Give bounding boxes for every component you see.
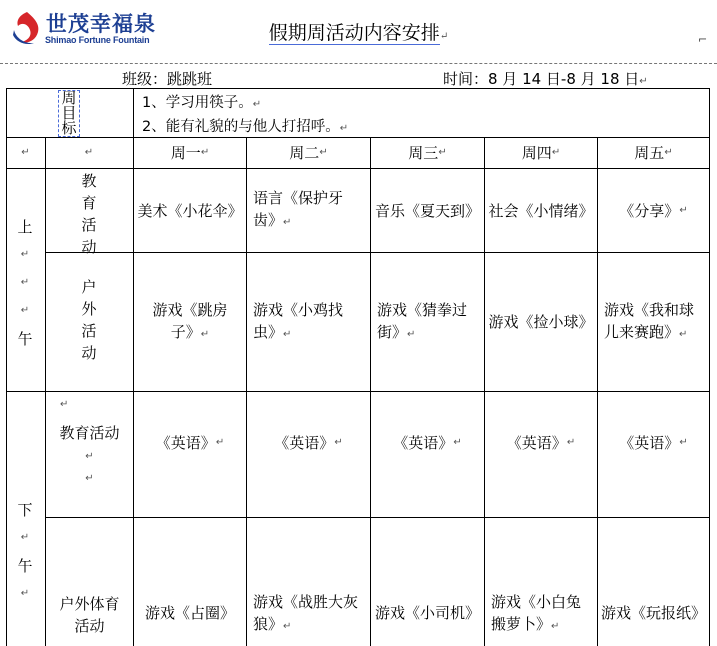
morning-outdoor-mon: 游戏《跳房 子》↵ — [152, 300, 228, 341]
goal-item: 2、能有礼貌的与他人打招呼。↵ — [142, 119, 349, 135]
header-empty-cell: ↵ — [21, 146, 30, 158]
morning-education-thu: 社会《小情绪》 — [488, 201, 594, 220]
afternoon-outdoor-tue: 游戏《战胜大灰 狼》↵ — [253, 592, 359, 633]
time-info: 时间：8 月 14 日-8 月 18 日↵ — [443, 70, 648, 88]
class-info — [122, 68, 212, 89]
afternoon-education-wed: 《英语》 ↵ — [393, 433, 462, 452]
afternoon-education-tue: 《英语》 ↵ — [274, 433, 343, 452]
morning-outdoor-wed: 游戏《猜拳过 街》↵ — [377, 300, 468, 341]
afternoon-label: 下 ↵ 午 ↵ — [17, 501, 33, 599]
goal-item: 1、学习用筷子。↵ — [142, 95, 262, 111]
afternoon-education-mon: 《英语》 ↵ — [155, 433, 225, 452]
morning-outdoor-tue: 游戏《小鸡找 虫》↵ — [253, 300, 344, 341]
morning-outdoor-fri: 游戏《我和球 儿来赛跑》↵ — [604, 300, 695, 341]
layout-marker-icon: ⌐ — [698, 33, 708, 46]
table-line — [45, 517, 710, 518]
morning-education-mon: 美术《小花伞》 — [137, 201, 243, 220]
weekly-goal-label: 周 目 标 — [58, 90, 80, 137]
class-label: 班级： — [122, 70, 168, 88]
afternoon-outdoor-thu: 游戏《小白兔 搬萝卜》↵ — [491, 592, 582, 633]
page-title: 假期周活动内容安排↵ — [268, 22, 449, 44]
logo-chinese-text: 世茂幸福泉 — [46, 12, 156, 36]
table-line — [45, 137, 46, 646]
weekly-goals — [142, 92, 348, 140]
afternoon-outdoor-wed: 游戏《小司机》 — [374, 604, 480, 622]
logo-english-text: Shimao Fortune Fountain — [45, 35, 150, 45]
afternoon-outdoor-mon: 游戏《占圈》 — [144, 604, 235, 622]
morning-outdoor-thu: 游戏《捡小球》 — [488, 313, 594, 331]
morning-education-tue: 语言《保护牙 齿》↵ — [253, 189, 344, 229]
day-header-fri: 周五 ↵ — [634, 143, 673, 162]
morning-outdoor-label: 户 外 活 动 — [81, 278, 97, 362]
day-header-tue: 周二 ↵ — [289, 143, 328, 162]
class-name: 跳跳班 — [167, 70, 213, 88]
table-border-top — [6, 88, 710, 89]
morning-education-label: 教 育 活 动 — [81, 172, 97, 256]
afternoon-education-thu: 《英语》 ↵ — [506, 433, 576, 452]
morning-education-wed: 音乐《夏天到》 — [374, 201, 480, 220]
table-border-left — [6, 88, 7, 646]
table-border-right — [709, 88, 710, 646]
afternoon-education-label: ↵ 教育活动 ↵ ↵ — [59, 399, 120, 484]
day-header-thu: 周四 ↵ — [521, 143, 561, 162]
header-empty-cell: ↵ — [84, 146, 94, 158]
day-header-mon: 周一 ↵ — [170, 143, 210, 162]
afternoon-education-fri: 《英语》 ↵ — [619, 433, 688, 452]
afternoon-outdoor-fri: 游戏《玩报纸》 — [600, 604, 706, 622]
afternoon-outdoor-label: 户外体育 活动 — [59, 595, 120, 635]
morning-education-fri: 《分享》 ↵ — [619, 201, 688, 220]
morning-label: 上 ↵ ↵ ↵ 午 — [17, 218, 33, 348]
header-divider — [0, 63, 717, 64]
day-header-wed: 周三 ↵ — [408, 143, 447, 162]
